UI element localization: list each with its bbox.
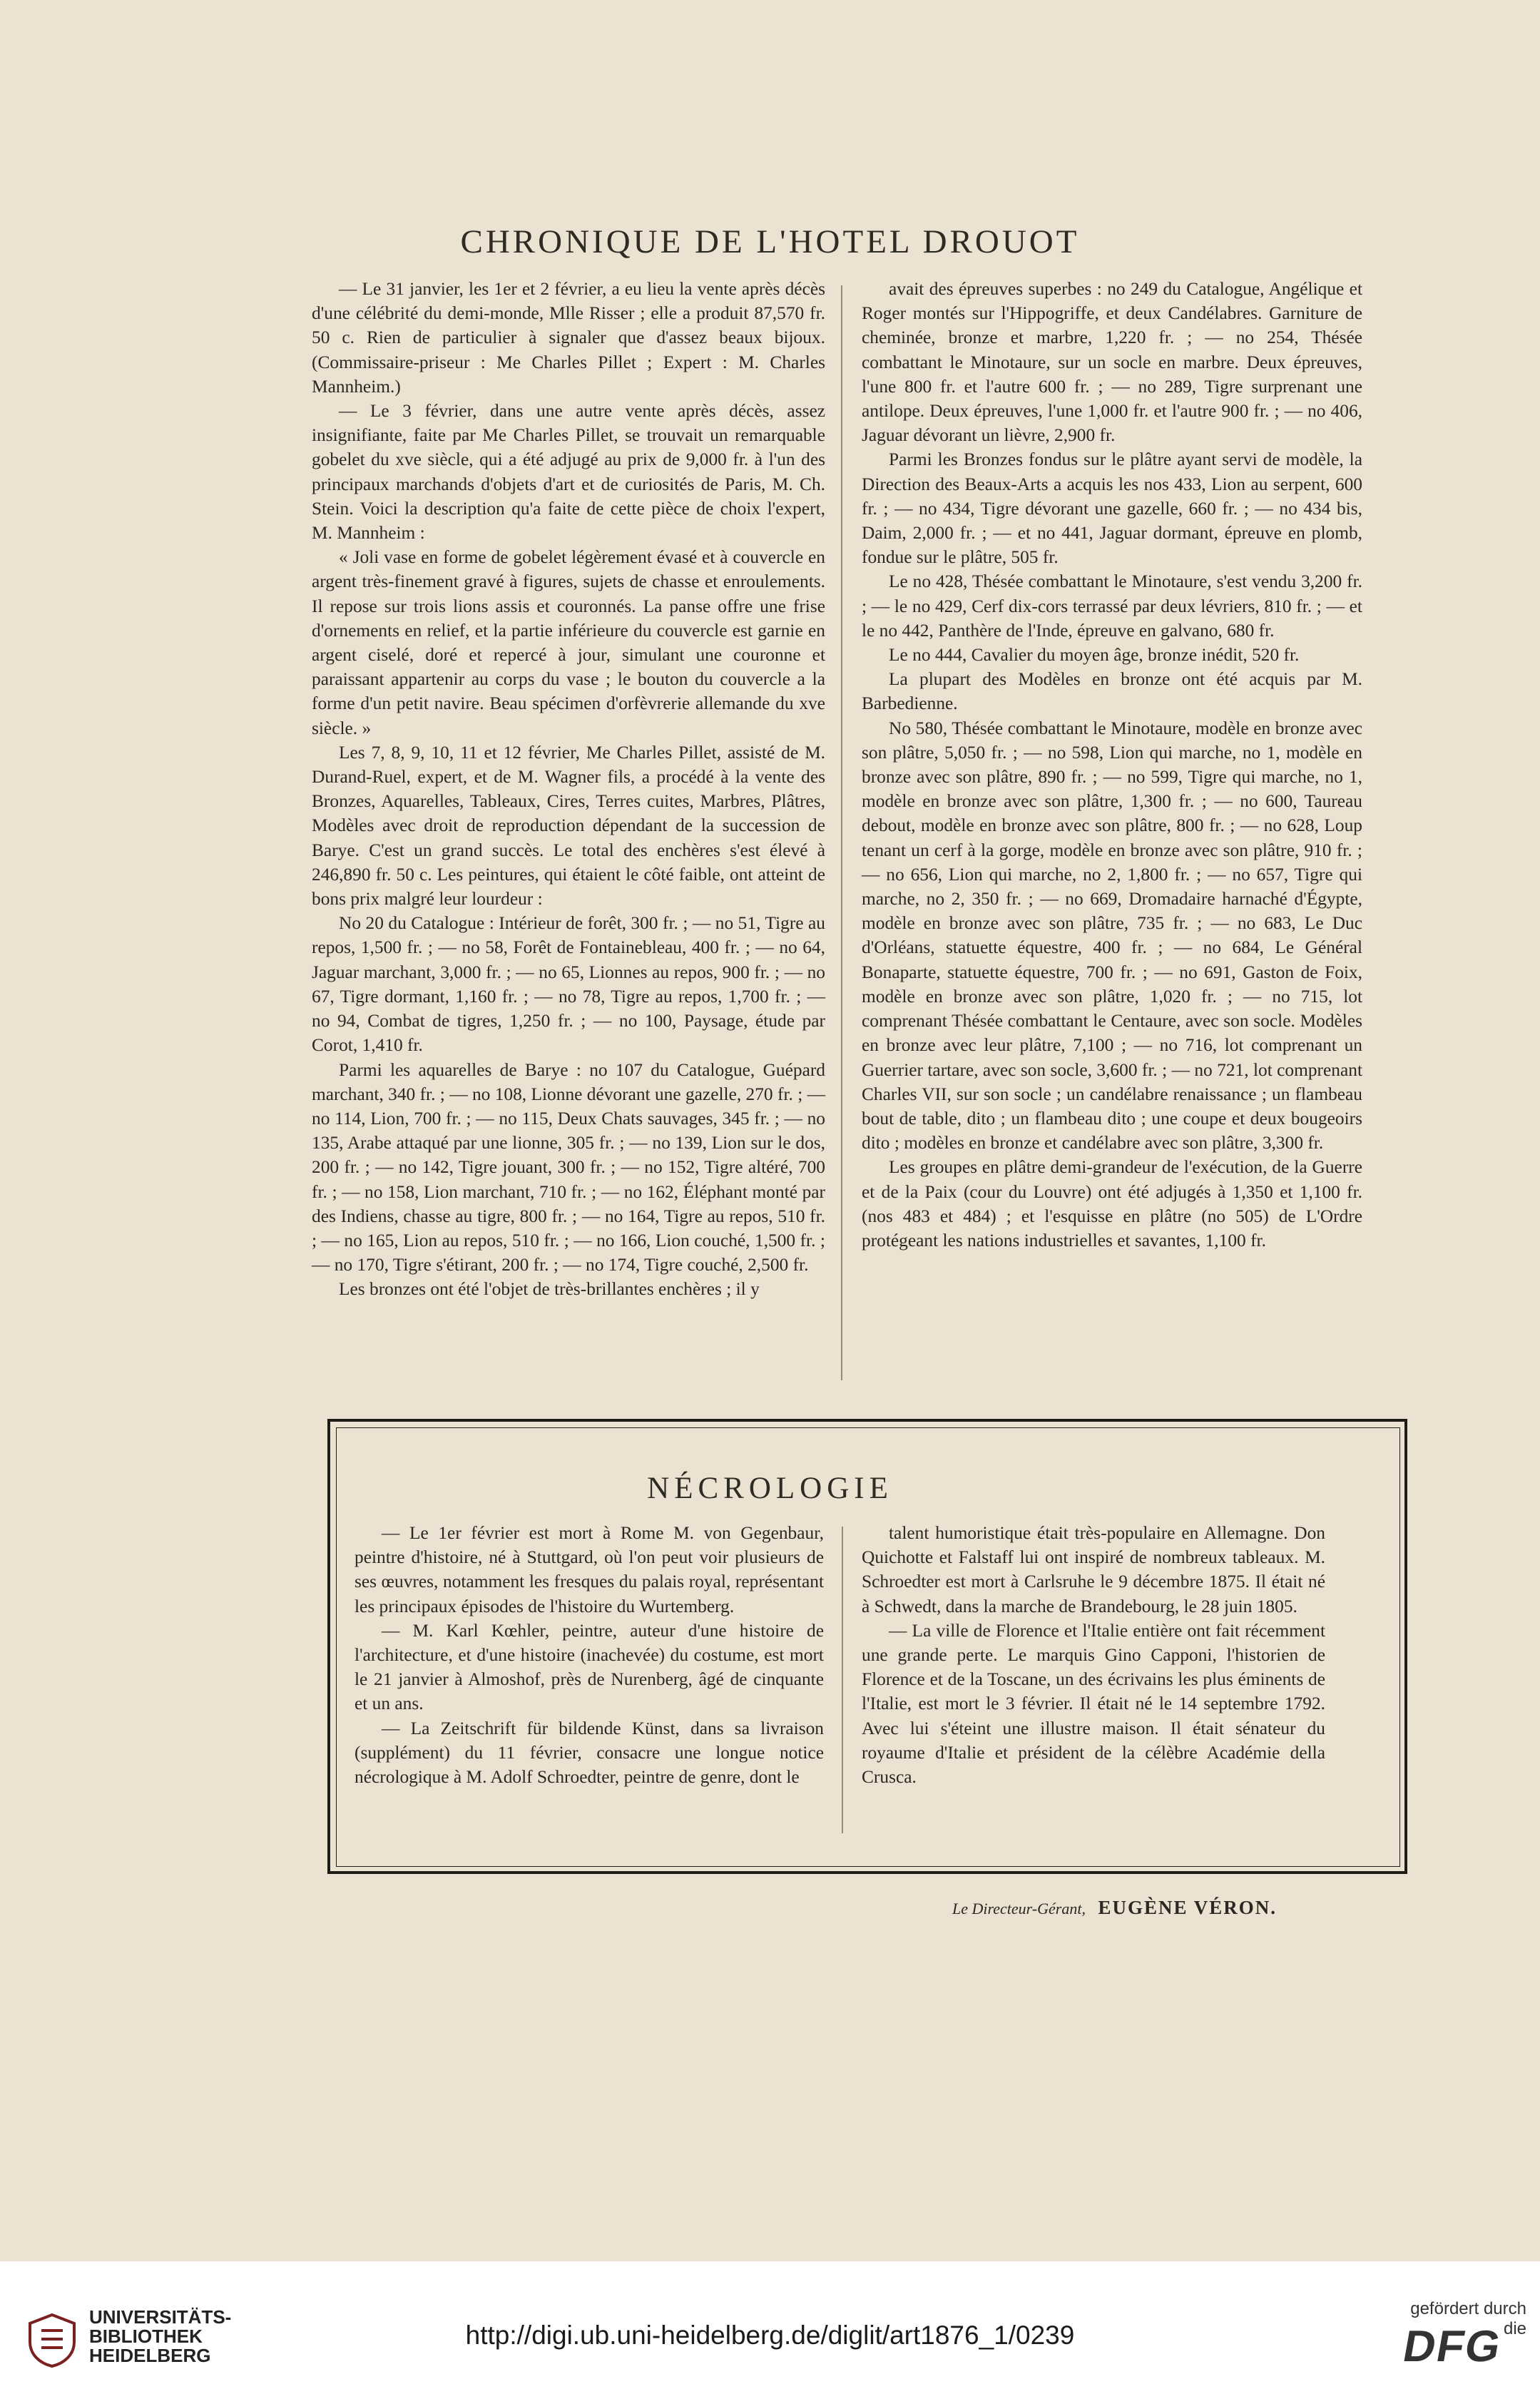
institution-line: UNIVERSITÄTS- — [89, 2306, 232, 2328]
institution-line: BIBLIOTHEK — [89, 2326, 203, 2347]
page-title: CHRONIQUE DE L'HOTEL DROUOT — [460, 223, 1080, 260]
necrologie-title: NÉCROLOGIE — [647, 1472, 893, 1505]
signature-role: Le Directeur-Gérant, — [952, 1900, 1086, 1917]
chronique-left-column — [312, 277, 825, 1302]
permalink-url[interactable]: http://digi.ub.uni-heidelberg.de/diglit/art1876_1/0239 — [465, 2321, 1075, 2350]
paragraph: Parmi les Bronzes fondus sur le plâtre ayant servi de modèle, la Direction des Beaux-Arts a acquis les nos 433, Lion au serpent, 600 fr. ; — no 434, Tigre dévorant une gazelle, 660 fr. ; — no 434 bis, Daim, 2,000 fr. ; — et no 441, Jaguar dormant, épreuve en plomb, fondue sur le plâtre, 505 fr. — [862, 449, 1362, 568]
paragraph: — Le 3 février, dans une autre vente après décès, assez insignifiante, faite par Me Charles Pillet, se trouvait un remarquable gobelet du xve siècle, qui a été adjugé au prix de 9,000 fr. à l'un des principaux marchands d'objets d'art et de curiosités de Paris, M. Ch. Stein. Voici la description qu'a faite de cette pièce de choix l'expert, M. Mannheim : — [312, 401, 825, 544]
necrologie-left-column — [355, 1521, 824, 1789]
paragraph: Les 7, 8, 9, 10, 11 et 12 février, Me Charles Pillet, assisté de M. Durand-Ruel, expert, et de M. Wagner fils, a procédé à la vente des Bronzes, Aquarelles, Tableaux, Cires, Terres cuites, Marbres, Plâtres, Modèles avec droit de reproduction dépendant de la succession de Barye. C'est un grand succès. Le total des enchères s'est élevé à 246,890 fr. 50 c. Les peintures, qui étaient le côté faible, ont atteint de bons prix malgré leur lourdeur : — [312, 742, 825, 910]
paragraph: — Le 1er février est mort à Rome M. von Gegenbaur, peintre d'histoire, né à Stuttgard, où l'on peut voir plusieurs de ses œuvres, notamment les fresques du palais royal, représentant les principaux épisodes de l'histoire du Wurtemberg. — [355, 1523, 824, 1616]
paragraph: Le no 444, Cavalier du moyen âge, bronze inédit, 520 fr. — [889, 645, 1300, 666]
paragraph: — M. Karl Kœhler, peintre, auteur d'une histoire de l'architecture, et d'une histoire (inachevée) du costume, est mort le 21 janvier à Almoshof, près de Nurenberg, âgé de cinquante et un ans. — [355, 1620, 824, 1714]
paragraph: Parmi les aquarelles de Barye : no 107 du Catalogue, Guépard marchant, 340 fr. ; — no 108, Lionne dévorant une gazelle, 270 fr. ; — no 114, Lion, 700 fr. ; — no 115, Deux Chats sauvages, 345 fr. ; — no 135, Arabe attaqué par une lionne, 305 fr. ; — no 139, Lion sur le dos, 200 fr. ; — no 142, Tigre jouant, 300 fr. ; — no 152, Tigre altéré, 700 fr. ; — no 158, Lion marchant, 710 fr. ; — no 162, Éléphant monté par des Indiens, chasse au tigre, 800 fr. ; — no 164, Tigre au repos, 510 fr. ; — no 165, Lion au repos, 510 fr. ; — no 166, Lion couché, 1,500 fr. ; — no 170, Tigre s'étirant, 200 fr. ; — no 174, Tigre couché, 2,500 fr. — [312, 1059, 825, 1275]
signature-name: EUGÈNE VÉRON. — [1098, 1897, 1277, 1918]
paragraph: Le no 428, Thésée combattant le Minotaure, s'est vendu 3,200 fr. ; — le no 429, Cerf dix-cors terrassé par deux lévriers, 810 fr. ; — et le no 442, Panthère de l'Inde, épreuve en galvano, 680 fr. — [862, 571, 1362, 641]
paragraph: No 580, Thésée combattant le Minotaure, modèle en bronze avec son plâtre, 5,050 fr. ; — no 598, Lion qui marche, no 1, modèle en bronze avec son plâtre, 890 fr. ; — no 599, Tigre qui marche, no 1, modèle en bronze avec son plâtre, 1,300 fr. ; — no 600, Taureau debout, modèle en bronze avec son plâtre, 800 fr. ; — no 628, Loup tenant un cerf à la gorge, modèle en bronze avec son plâtre, 910 fr. ; — no 656, Lion qui marche, no 2, 1,800 fr. ; — no 657, Tigre qui marche, no 2, 350 fr. ; — no 669, Dromadaire harnaché d'Égypte, modèle en bronze avec son plâtre, 735 fr. ; — no 683, Le Duc d'Orléans, statuette équestre, 400 fr. ; — no 684, Le Général Bonaparte, statuette équestre, 700 fr. ; — no 691, Gaston de Foix, modèle en bronze avec son plâtre, 1,020 fr. ; — no 715, lot comprenant Thésée combattant le Centaure, avec son socle. Modèles en bronze avec leur plâtre, 7,100 ; — no 716, lot comprenant un Guerrier tartare, avec son socle, 3,600 fr. ; — no 721, lot comprenant Charles VII, sur son socle ; un candélabre renaissance ; un flambeau bout de table, dito ; un flambeau dito ; une coupe et deux bougeoirs dito ; modèles en bronze et candélabre avec son plâtre, 3,300 fr. — [862, 718, 1362, 1153]
necrologie-column-divider — [842, 1527, 843, 1833]
paragraph: Les bronzes ont été l'objet de très-brillantes enchères ; il y — [339, 1279, 760, 1300]
paragraph: La plupart des Modèles en bronze ont été acquis par M. Barbedienne. — [862, 669, 1362, 714]
paragraph: « Joli vase en forme de gobelet légèrement évasé et à couvercle en argent très-finement gravé à figures, sujets de chasse et enroulements. Il repose sur trois lions assis et couronnés. La panse offre une frise d'ornements en relief, et la partie inférieure du couvercle est garnie en argent ciselé, doré et repercé à jour, simulant une couronne et paraissant appartenir au corps du vase ; le bouton du couvercle a la forme d'un petit navire. Beau spécimen d'orfèvrerie allemande du xve siècle. » — [312, 547, 825, 738]
signature — [942, 1897, 1277, 1919]
paragraph: — Le 31 janvier, les 1er et 2 février, a eu lieu la vente après décès d'une célébrité du demi-monde, Mlle Risser ; elle a produit 87,570 fr. 50 c. Rien de particulier à signaler que d'assez beaux bijoux. (Commissaire-priseur : Me Charles Pillet ; Expert : M. Charles Mannheim.) — [312, 279, 825, 397]
paragraph: avait des épreuves superbes : no 249 du Catalogue, Angélique et Roger montés sur l'Hippogriffe, et deux Candélabres. Garniture de cheminée, bronze et marbre, 1,220 fr. ; — no 254, Thésée combattant le Minotaure, sur un socle en marbre. Deux épreuves, l'une 800 fr. et l'autre 600 fr. ; — no 289, Tigre surprenant une antilope. Deux épreuves, l'une 1,000 fr. et l'autre 900 fr. ; — no 406, Jaguar dévorant un lièvre, 2,900 fr. — [862, 279, 1362, 446]
paragraph: — La Zeitschrift für bildende Künst, dans sa livraison (supplément) du 11 février, consacre une longue notice nécrologique à M. Adolf Schroedter, peintre de genre, dont le — [355, 1718, 824, 1788]
dfg-logo: DFG — [1399, 2322, 1506, 2371]
paragraph: Les groupes en plâtre demi-grandeur de l'exécution, de la Guerre et de la Paix (cour du Louvre) ont été adjugés à 1,350 et 1,100 fr. (nos 483 et 484) ; et l'esquisse en plâtre (no 505) de L'Ordre protégeant les nations industrielles et savantes, 1,100 fr. — [862, 1157, 1362, 1251]
column-divider — [841, 285, 842, 1380]
paragraph: No 20 du Catalogue : Intérieur de forêt, 300 fr. ; — no 51, Tigre au repos, 1,500 fr. ; — no 58, Forêt de Fontainebleau, 400 fr. ; — no 64, Jaguar marchant, 3,000 fr. ; — no 65, Lionnes au repos, 900 fr. ; — no 67, Tigre dormant, 1,160 fr. ; — no 78, Tigre au repos, 1,700 fr. ; — no 94, Combat de tigres, 1,250 fr. ; — no 100, Paysage, étude par Corot, 1,410 fr. — [312, 913, 825, 1056]
chronique-right-column — [862, 277, 1362, 1253]
paragraph: talent humoristique était très-populaire en Allemagne. Don Quichotte et Falstaff lui ont inspiré de nombreux tableaux. M. Schroedter est mort à Carlsruhe le 9 décembre 1875. Il était né à Schwedt, dans la marche de Brandebourg, le 28 juin 1805. — [862, 1523, 1325, 1616]
funding-caption: gefördert durch die — [1410, 2299, 1526, 2338]
necrologie-right-column — [862, 1521, 1325, 1789]
paragraph: — La ville de Florence et l'Italie entière ont fait récemment une grande perte. Le marquis Gino Capponi, l'historien de Florence et de la Toscane, un des écrivains les plus éminents de l'Italie, est mort le 3 février. Il était né le 14 septembre 1792. Avec lui s'éteint une illustre maison. Il était sénateur du royaume d'Italie et président de la célèbre Académie della Crusca. — [862, 1620, 1325, 1788]
institution-line: HEIDELBERG — [89, 2345, 211, 2366]
